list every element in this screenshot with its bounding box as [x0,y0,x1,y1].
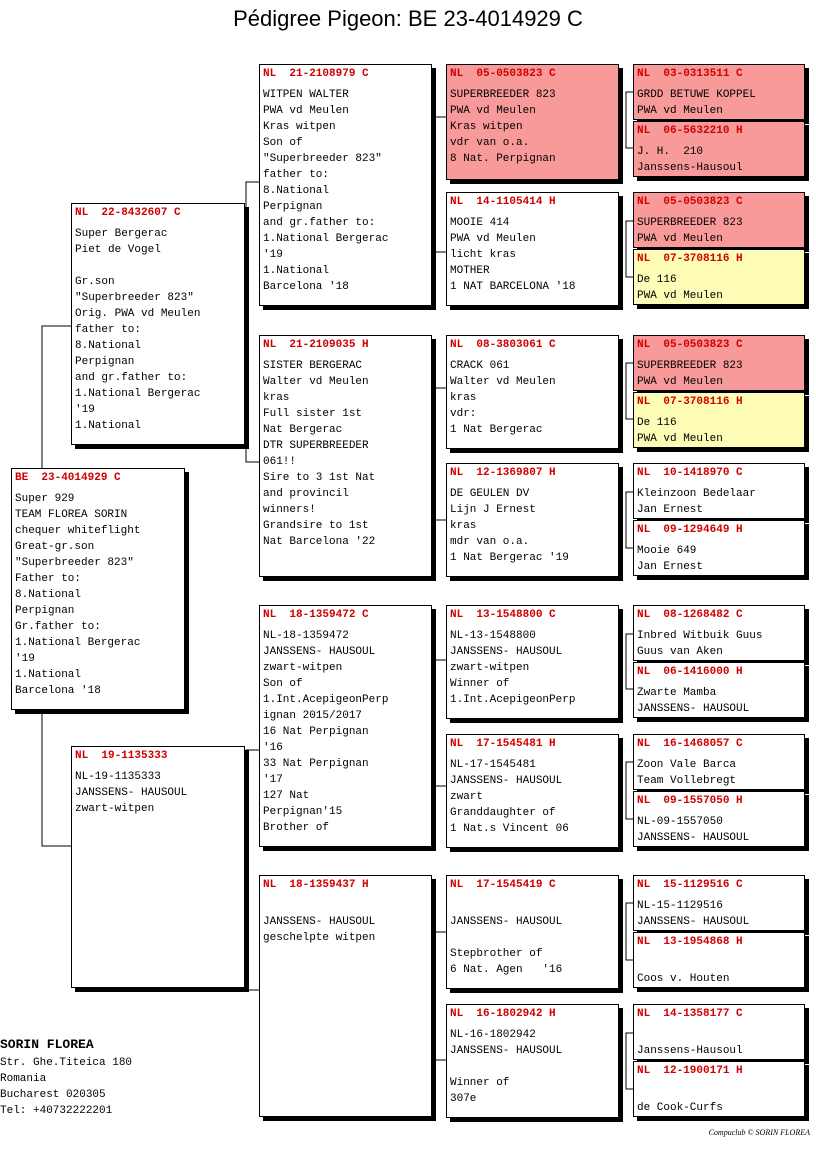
pigeon-info-line: SUPERBREEDER 823 [637,360,743,372]
pigeon-card-dsds[interactable] [633,734,805,790]
pigeon-info-line: Grandsire to 1st [263,520,369,532]
pigeon-info-line: kras [450,392,477,404]
ring-number: NL 08-3803061 C [450,339,556,351]
pigeon-info-line: JANSSENS- HAUSOUL [263,646,376,658]
pigeon-info-line: father to: [263,169,330,181]
pigeon-info-line: De 116 [637,417,677,429]
pigeon-info-line: '17 [263,774,283,786]
pigeon-info-line [637,955,801,971]
pigeon-card-sss[interactable] [446,64,619,180]
pigeon-info-line: 127 Nat [263,790,310,802]
ring-number: NL 14-1105414 H [450,196,556,208]
ring-number: NL 22-8432607 C [75,207,181,219]
ring-number: NL 07-3708116 H [637,253,743,265]
pigeon-info-line [450,898,615,914]
ring-number: NL 03-0313511 C [637,68,743,80]
pigeon-card-dam[interactable] [71,746,245,988]
pigeon-info-line: Great-gr.son [15,541,95,553]
ring-number: NL 13-1954868 H [637,936,743,948]
pigeon-info-line: JANSSENS- HAUSOUL [637,916,750,928]
pigeon-info-line: Zwarte Mamba [637,687,717,699]
pigeon-info-line: de Cook-Curfs [637,1102,723,1114]
ring-number: NL 17-1545481 H [450,738,556,750]
pigeon-card-sssd[interactable] [633,121,805,177]
pigeon-info-line: Janssens-Hausoul [637,1045,743,1057]
pigeon-info-line: Barcelona '18 [15,685,101,697]
pigeon-info-line: NL-15-1129516 [637,900,723,912]
pigeon-info-line [263,898,428,914]
pigeon-info-line: '19 [15,653,35,665]
pigeon-card-ssd[interactable] [446,192,619,306]
pigeon-info-line: Brother of [263,822,330,834]
pigeon-info-line: Perpignan'15 [263,806,343,818]
pigeon-info-line: licht kras [450,249,517,261]
pigeon-info-line: Gr.father to: [15,621,101,633]
pigeon-info-line: Jan Ernest [637,561,704,573]
pigeon-info-line: vdr: [450,408,477,420]
pigeon-info-line: 1 Nat Bergerac [450,424,543,436]
pigeon-info-line: MOOIE 414 [450,217,510,229]
ring-number: NL 21-2109035 H [263,339,369,351]
pigeon-info-line: chequer whiteflight [15,525,141,537]
pigeon-info-line: kras [263,392,290,404]
pigeon-info-line: WITPEN WALTER [263,89,349,101]
pigeon-info-line: Barcelona '18 [263,281,349,293]
pigeon-card-dsdd[interactable] [633,791,805,847]
ring-number: NL 15-1129516 C [637,879,743,891]
pigeon-info-line: NL-17-1545481 [450,759,536,771]
pigeon-info-line: 1.National Bergerac [15,637,141,649]
pigeon-info-line: Zoon Vale Barca [637,759,737,771]
ring-number: NL 21-2108979 C [263,68,369,80]
pigeon-info-line: zwart [450,791,484,803]
pigeon-info-line: 1.National [15,669,82,681]
owner-info [0,1035,132,1119]
pigeon-info-line: PWA vd Meulen [450,105,536,117]
pigeon-info-line: Kras witpen [450,121,523,133]
pigeon-info-line [75,258,241,274]
ring-number: NL 06-1416000 H [637,666,743,678]
pigeon-card-sire[interactable] [71,203,245,445]
pigeon-info-line: PWA vd Meulen [637,433,723,445]
pigeon-info-line: PWA vd Meulen [263,105,349,117]
ring-number: NL 08-1268482 C [637,609,743,621]
owner-address-line-3: Bucharest 020305 [0,1089,106,1101]
pigeon-info-line: JANSSENS- HAUSOUL [450,916,563,928]
pigeon-info-line: Granddaughter of [450,807,556,819]
ring-number: BE 23-4014929 C [15,472,121,484]
pigeon-card-dsd[interactable] [446,734,619,848]
page-title: Pédigree Pigeon: BE 23-4014929 C [233,6,583,31]
pigeon-card-dds[interactable] [446,875,619,989]
footer-credit: Compuclub © SORIN FLOREA [708,1128,810,1137]
pigeon-info-line: Janssens-Hausoul [637,162,743,174]
pigeon-card-dssd[interactable] [633,662,805,718]
pigeon-info-line: 8 Nat. Perpignan [450,153,556,165]
pigeon-info-line: Stepbrother of [450,948,543,960]
pigeon-info-line: NL-16-1802942 [450,1029,536,1041]
pigeon-info-line: "Superbreeder 823" [15,557,134,569]
pigeon-card-ddsd[interactable] [633,932,805,988]
pigeon-card-sire-dam[interactable] [259,335,432,577]
pigeon-info-line: kras [450,520,477,532]
pigeon-card-ssdd[interactable] [633,249,805,305]
pigeon-info-line: Winner of [450,678,510,690]
pigeon-info-line: PWA vd Meulen [637,376,723,388]
pigeon-info-line: mdr van o.a. [450,536,530,548]
ring-number: NL 17-1545419 C [450,879,556,891]
ring-number: NL 16-1802942 H [450,1008,556,1020]
pigeon-info-line: Coos v. Houten [637,973,730,985]
pigeon-info-line: JANSSENS- HAUSOUL [637,832,750,844]
ring-number: NL 18-1359472 C [263,609,369,621]
pigeon-info-line [637,1084,801,1100]
ring-number: NL 19-1135333 [75,750,168,762]
pigeon-info-line: 1.National Bergerac [75,388,201,400]
pigeon-info-line: JANSSENS- HAUSOUL [263,916,376,928]
pigeon-info-line: NL-19-1135333 [75,771,161,783]
pigeon-info-line: DTR SUPERBREEDER [263,440,369,452]
pigeon-info-line: father to: [75,324,142,336]
pigeon-info-line: ignan 2015/2017 [263,710,363,722]
pigeon-info-line: and gr.father to: [75,372,188,384]
pigeon-info-line: Orig. PWA vd Meulen [75,308,201,320]
pigeon-info-line: '19 [75,404,95,416]
pigeon-info-line: and provincil [263,488,349,500]
pigeon-card-sddd[interactable] [633,520,805,576]
pigeon-info-line: 1.Int.AcepigeonPerp [263,694,389,706]
pigeon-info-line: GRDD BETUWE KOPPEL [637,89,756,101]
pigeon-info-line: CRACK 061 [450,360,510,372]
ring-number: NL 14-1358177 C [637,1008,743,1020]
pigeon-info-line: 33 Nat Perpignan [263,758,369,770]
pigeon-card-ddds[interactable] [633,1004,805,1060]
ring-number: NL 12-1369807 H [450,467,556,479]
pigeon-info-line: 16 Nat Perpignan [263,726,369,738]
pigeon-info-line: '16 [263,742,283,754]
pigeon-info-line: 1.Int.AcepigeonPerp [450,694,576,706]
pigeon-info-line: Kras witpen [263,121,336,133]
pigeon-card-sdd[interactable] [446,463,619,577]
ring-number: NL 16-1468057 C [637,738,743,750]
pigeon-info-line: PWA vd Meulen [450,233,536,245]
pigeon-info-line: NL-18-1359472 [263,630,349,642]
pigeon-info-line: 6 Nat. Agen '16 [450,964,563,976]
pigeon-info-line: "Superbreeder 823" [75,292,194,304]
ring-number: NL 05-0503823 C [450,68,556,80]
ring-number: NL 18-1359437 H [263,879,369,891]
pigeon-card-sdds[interactable] [633,463,805,519]
pigeon-info-line: Son of [263,678,303,690]
pigeon-card-sdsd[interactable] [633,392,805,448]
pigeon-info-line: 1 Nat.s Vincent 06 [450,823,569,835]
pigeon-info-line: Piet de Vogel [75,244,161,256]
owner-address-line-1: Str. Ghe.Titeica 180 [0,1057,133,1069]
pigeon-info-line: zwart-witpen [450,662,530,674]
pigeon-info-line: MOTHER [450,265,490,277]
pigeon-info-line: PWA vd Meulen [637,233,723,245]
ring-number: NL 13-1548800 C [450,609,556,621]
pigeon-info-line: 1.National [75,420,142,432]
pigeon-info-line: winners! [263,504,316,516]
pigeon-info-line: Father to: [15,573,82,585]
pigeon-card-dss[interactable] [446,605,619,719]
pigeon-info-line: NL-09-1557050 [637,816,723,828]
ring-number: NL 10-1418970 C [637,467,743,479]
pigeon-info-line: 1.National Bergerac [263,233,389,245]
pigeon-card-dam-dam[interactable] [259,875,432,1117]
pigeon-info-line: Super Bergerac [75,228,168,240]
pigeon-info-line [450,1059,615,1075]
pigeon-info-line: 061!! [263,456,297,468]
pigeon-info-line [450,930,615,946]
pigeon-info-line: Mooie 649 [637,545,697,557]
pigeon-info-line: vdr van o.a. [450,137,530,149]
pigeon-info-line: zwart-witpen [75,803,155,815]
pigeon-info-line: DE GEULEN DV [450,488,530,500]
pigeon-card-ddd[interactable] [446,1004,619,1118]
pigeon-info-line: 1 Nat Bergerac '19 [450,552,569,564]
pigeon-info-line: J. H. 210 [637,146,704,158]
pigeon-info-line: 1.National [263,265,330,277]
pigeon-info-line: Super 929 [15,493,75,505]
pigeon-info-line: JANSSENS- HAUSOUL [450,646,563,658]
pigeon-info-line: 8.National [75,340,142,352]
pigeon-info-line: SUPERBREEDER 823 [637,217,743,229]
ring-number: NL 05-0503823 C [637,339,743,351]
pigeon-info-line: '19 [263,249,283,261]
pigeon-info-line: JANSSENS- HAUSOUL [637,703,750,715]
owner-phone: Tel: +40732222201 [0,1105,113,1117]
ring-number: NL 06-5632210 H [637,125,743,137]
pigeon-info-line: Gr.son [75,276,115,288]
pigeon-card-dddd[interactable] [633,1061,805,1117]
pigeon-info-line: Full sister 1st [263,408,363,420]
pigeon-info-line: JANSSENS- HAUSOUL [75,787,188,799]
pigeon-info-line: Guus van Aken [637,646,723,658]
pigeon-info-line: Lijn J Ernest [450,504,536,516]
pigeon-card-subject[interactable] [11,468,185,710]
pigeon-info-line: JANSSENS- HAUSOUL [450,1045,563,1057]
ring-number: NL 05-0503823 C [637,196,743,208]
pigeon-info-line: Perpignan [263,201,323,213]
pigeon-info-line: Inbred Witbuik Guus [637,630,763,642]
pigeon-info-line [637,1027,801,1043]
pigeon-info-line: 307e [450,1093,477,1105]
pigeon-info-line: Walter vd Meulen [450,376,556,388]
pigeon-info-line: geschelpte witpen [263,932,376,944]
pigeon-info-line: Son of [263,137,303,149]
pigeon-info-line: Perpignan [75,356,135,368]
pigeon-info-line: JANSSENS- HAUSOUL [450,775,563,787]
pigeon-info-line: 8.National [263,185,330,197]
pigeon-card-sire-sire[interactable] [259,64,432,306]
pigeon-info-line: Walter vd Meulen [263,376,369,388]
pigeon-info-line: SUPERBREEDER 823 [450,89,556,101]
pigeon-card-ssss[interactable] [633,64,805,120]
ring-number: NL 12-1900171 H [637,1065,743,1077]
pigeon-card-ddss[interactable] [633,875,805,931]
pigeon-card-sds[interactable] [446,335,619,449]
pigeon-info-line: Nat Barcelona '22 [263,536,376,548]
pigeon-info-line: Team Vollebregt [637,775,737,787]
pigeon-card-ssds[interactable] [633,192,805,248]
pigeon-info-line: Sire to 3 1st Nat [263,472,376,484]
pigeon-info-line: 8.National [15,589,82,601]
ring-number: NL 09-1294649 H [637,524,743,536]
pigeon-info-line: Kleinzoon Bedelaar [637,488,756,500]
pigeon-card-sdss[interactable] [633,335,805,391]
pigeon-info-line: "Superbreeder 823" [263,153,382,165]
pigeon-info-line: TEAM FLOREA SORIN [15,509,128,521]
pigeon-info-line: SISTER BERGERAC [263,360,363,372]
pigeon-info-line: Jan Ernest [637,504,704,516]
ring-number: NL 07-3708116 H [637,396,743,408]
pigeon-info-line: 1 NAT BARCELONA '18 [450,281,576,293]
owner-name: SORIN FLOREA [0,1037,94,1052]
pigeon-info-line: Winner of [450,1077,510,1089]
pigeon-info-line: Perpignan [15,605,75,617]
pigeon-card-dsss[interactable] [633,605,805,661]
pigeon-info-line: PWA vd Meulen [637,105,723,117]
pigeon-info-line: PWA vd Meulen [637,290,723,302]
pigeon-card-dam-sire[interactable] [259,605,432,847]
pigeon-info-line: Nat Bergerac [263,424,343,436]
pigeon-info-line: NL-13-1548800 [450,630,536,642]
owner-address-line-2: Romania [0,1073,47,1085]
ring-number: NL 09-1557050 H [637,795,743,807]
pigeon-info-line: zwart-witpen [263,662,343,674]
pigeon-info-line: De 116 [637,274,677,286]
pigeon-info-line: and gr.father to: [263,217,376,229]
